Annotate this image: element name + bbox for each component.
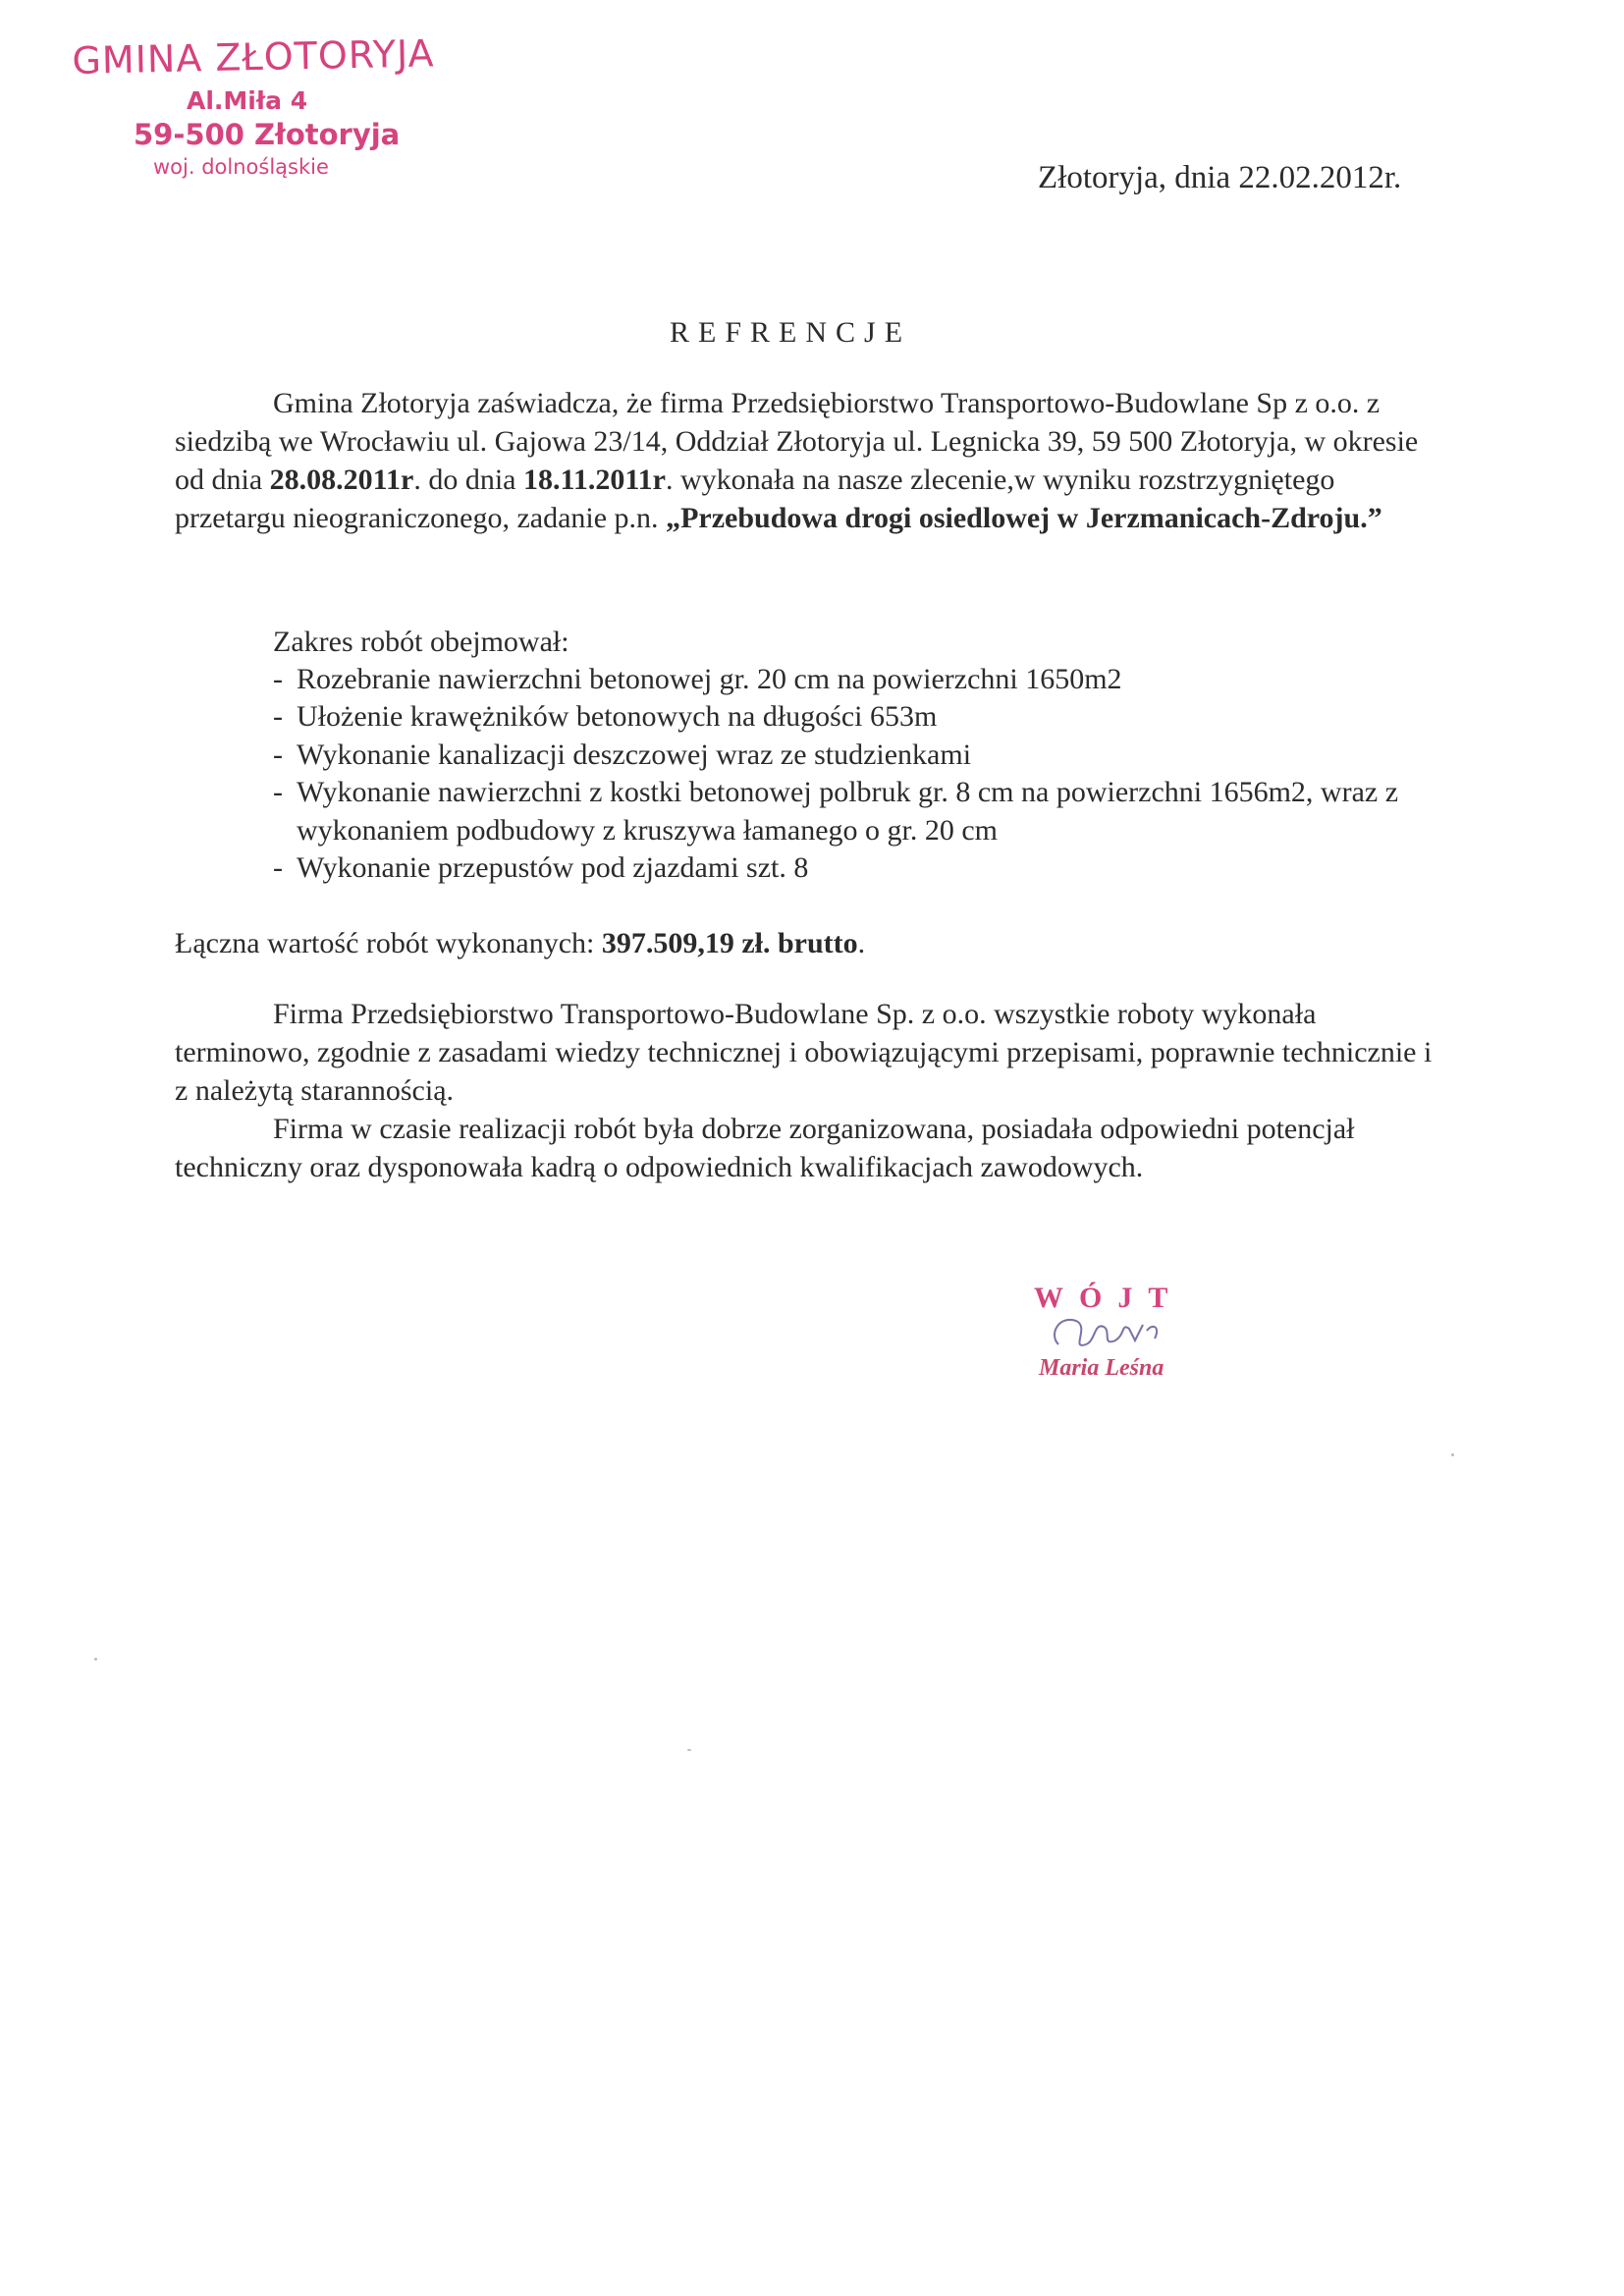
- scan-speck: [94, 1658, 97, 1661]
- municipality-stamp: [69, 31, 461, 196]
- intro-text-3: . wykonała na nasze zlecenie,w wyniku rozstrzygniętego przetargu nieograniczonego, zadanie p.n.: [175, 464, 1335, 534]
- signatory-name: Maria Leśna: [1039, 1355, 1164, 1381]
- scope-item: - Rozebranie nawierzchni betonowej gr. 20 cm na powierzchni 1650m2: [273, 663, 1122, 695]
- total-value-line: Łączna wartość robót wykonanych: 397.509,19 zł. brutto.: [175, 927, 866, 959]
- stamp-line-province: woj. dolnośląskie: [153, 155, 329, 179]
- intro-text-1: Gmina Złotoryja zaświadcza, że firma Przedsiębiorstwo Transportowo-Budowlane Sp z o.o. z siedzibą we Wrocławiu ul. Gajowa 23/14, Oddział Złotoryja ul. Legnicka 39, 59 500 Złotoryja, w okresie od dnia: [175, 387, 1419, 496]
- stamp-line-postcode: 59-500 Złotoryja: [134, 118, 401, 151]
- signature-block: [1031, 1282, 1286, 1399]
- stamp-line-street: Al.Miła 4: [187, 86, 308, 115]
- scope-item: - Ułożenie krawężników betonowych na długości 653m: [273, 700, 938, 734]
- date-to: 18.11.2011r: [522, 464, 666, 496]
- intro-paragraph: [175, 384, 1441, 537]
- evaluation-paragraph: Firma Przedsiębiorstwo Transportowo-Budowlane Sp. z o.o. wszystkie roboty wykonała terminowo, zgodnie z zasadami wiedzy technicznej i obowiązującymi przepisami, poprawnie technicznie i z należytą starannością.: [175, 998, 1433, 1107]
- scan-speck: [687, 1749, 691, 1751]
- scope-heading: Zakres robót obejmował:: [273, 626, 569, 658]
- task-name: „Przebudowa drogi osiedlowej w Jerzmanicach-Zdroju.”: [666, 502, 1382, 534]
- stamp-line-name: GMINA ZŁOTORYJA: [72, 31, 435, 82]
- letter-date: Złotoryja, dnia 22.02.2012r.: [1038, 160, 1402, 195]
- document-title: REFRENCJE: [670, 316, 912, 349]
- handwritten-signature: [1031, 1301, 1227, 1360]
- organization-paragraph: Firma w czasie realizacji robót była dobrze zorganizowana, posiadała odpowiedni potencjał techniczny oraz dysponowała kadrą o odpowiednich kwalifikacjach zawodowych.: [175, 1113, 1355, 1183]
- total-amount: 397.509,19 zł. brutto: [601, 927, 858, 959]
- intro-text-2: . do dnia: [413, 464, 523, 496]
- scan-speck: [1451, 1453, 1454, 1456]
- total-label: Łączna wartość robót wykonanych:: [175, 927, 602, 959]
- scope-item: - Wykonanie kanalizacji deszczowej wraz ze studzienkami: [273, 738, 972, 771]
- scope-item: - Wykonanie przepustów pod zjazdami szt. 8: [273, 850, 809, 884]
- signatory-role: WÓJT: [1034, 1282, 1184, 1314]
- scope-list: [273, 661, 1432, 887]
- scope-item: - Wykonanie nawierzchni z kostki betonowej polbruk gr. 8 cm na powierzchni 1656m2, wraz z wykonaniem podbudowy z kruszywa łamanego o gr. 20 cm: [273, 776, 1399, 847]
- date-from: 28.08.2011r: [269, 464, 414, 496]
